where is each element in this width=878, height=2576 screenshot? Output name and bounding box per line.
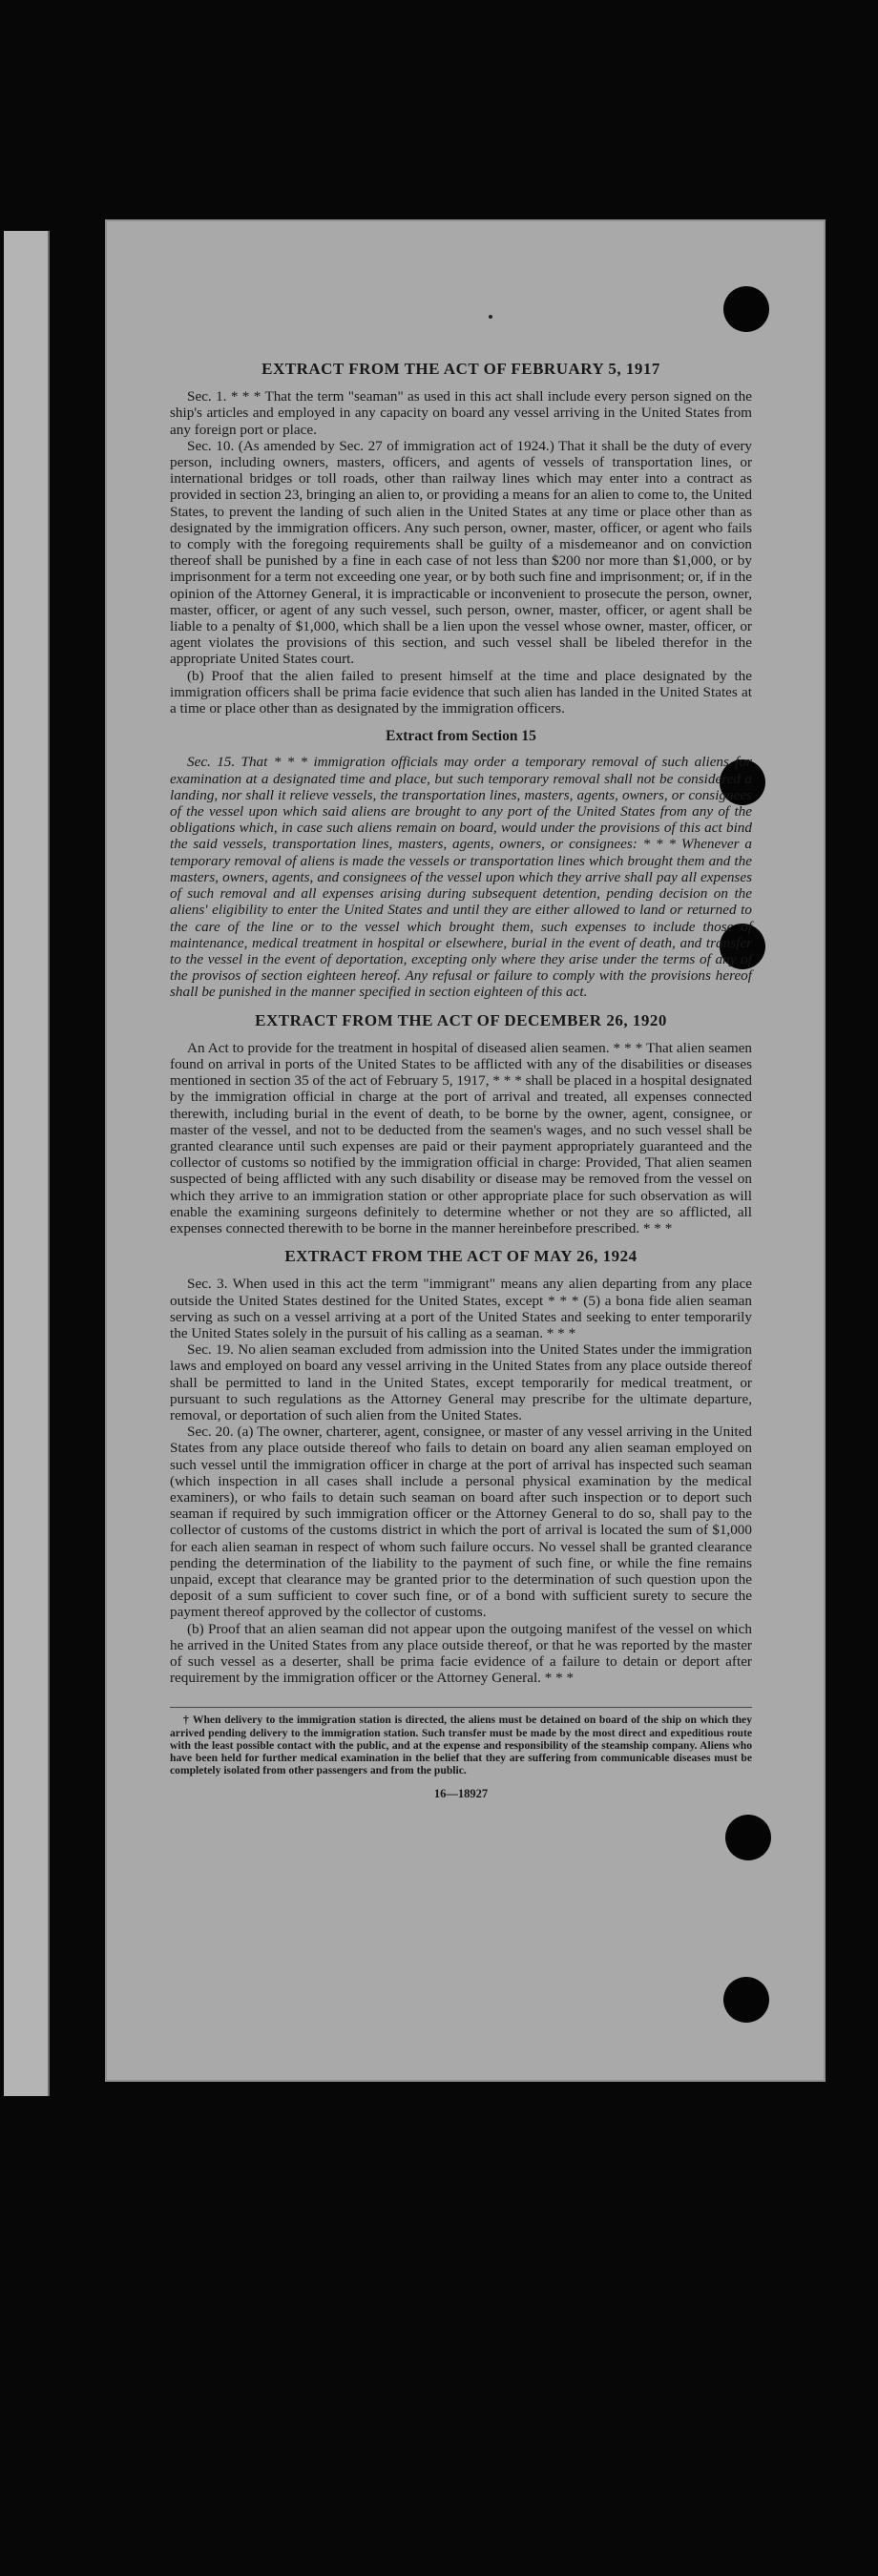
paragraph-sec-3: Sec. 3. When used in this act the term "immigrant" means any alien departing from any place outside the United States destined for the United States, except * * * (5) a bona fide alien seaman serving as such on a vessel arriving at a port of the United States and seeking to enter temporarily the United States solely in the pursuit of his calling as a seaman. * * * xyxy=(170,1276,752,1341)
paragraph-sec-10: Sec. 10. (As amended by Sec. 27 of immigration act of 1924.) That it shall be the duty of every person, including owners, masters, officers, and agents of vessels of transportation lines, or international bridges or toll roads, other than railway lines which may enter into a contract as provided in section 23, bringing an alien to, or providing a means for an alien to come to, the United States, to prevent the landing of such alien in the United States at any time or place other than as designated by the immigration officers. Any such person, owner, master, officer, or agent who fails to comply with the foregoing requirements shall be guilty of a misdemeanor and on conviction thereof shall be punished by a fine in each case of not less than $200 nor more than $1,000, or by imprisonment for a term not exceeding one year, or by both such fine and imprisonment; or, if in the opinion of the Attorney General, it is impracticable or inconvenient to prosecute the person, owner, master, officer, or agent of any such vessel, such person, owner, master, officer, or agent shall be liable to a penalty of $1,000, which shall be a lien upon the vessel whose owner, master, officer, or agent violates the provisions of this section, and such vessel shall be libeled therefor in the appropriate United States court. xyxy=(170,437,752,668)
document-page xyxy=(105,219,826,2082)
section-heading-1920: EXTRACT FROM THE ACT OF DECEMBER 26, 1920 xyxy=(255,1010,667,1029)
section-heading-1917: EXTRACT FROM THE ACT OF FEBRUARY 5, 1917 xyxy=(261,360,660,378)
paragraph-sec-15: Sec. 15. That * * * immigration officials may order a temporary removal of such aliens for examination at a designated time and place, but such temporary removal shall not be considered a landing, nor shall it relieve vessels, the transportation lines, masters, agents, owners, or consignees of the vessel upon which said aliens are brought to any port of the United States from any of the obligations which, in case such aliens remain on board, would under the provisions of this act bind the said vessels, transportation lines, masters, agents, owners, or consignees: * * * Whenever a temporary removal of aliens is made the vessels or transportation lines which brought them and the masters, owners, agents, and consignees of the vessel upon which they arrive shall pay all expenses of such removal and all expenses arising during subsequent detention, pending decision on the aliens' eligibility to enter the United States and until they are either allowed to land or returned to the care of the line or to the vessel which brought them, such expenses to include those of maintenance, medical treatment in hospital or elsewhere, burial in the event of death, and transfer to the vessel in the event of deportation, excepting only where they arise under the terms of any of the provisos of section eighteen hereof. Any refusal or failure to comply with the provisions hereof shall be punished in the manner specified in section eighteen of this act. xyxy=(170,754,752,1001)
section-heading-section-15: Extract from Section 15 xyxy=(386,728,536,745)
paragraph-sec-10-b: (b) Proof that the alien failed to present himself at the time and place designated by the immigration officers shall be prima facie evidence that such alien has landed in the United States at a time or place other than as designated by the immigration officers. xyxy=(170,667,752,717)
paragraph-sec-20-a: Sec. 20. (a) The owner, charterer, agent, consignee, or master of any vessel arriving in the United States from any place outside thereof who fails to detain on board any alien seaman employed on such vessel until the immigration officer in charge at the port of arrival has inspected such seaman (which inspection in all cases shall include a personal physical examination by the medical examiners), or who fails to detain such seaman on board after such inspection or to deport such seaman if required by such immigration officer or the Attorney General to do so, shall pay to the collector of customs of the customs district in which the port of arrival is located the sum of $1,000 for each alien seaman in respect of whom such failure occurs. No vessel shall be granted clearance pending the determination of the liability to the payment of such fine, or while the fine remains unpaid, except that clearance may be granted prior to the determination of such question upon the deposit of a sum sufficient to cover such fine, or of a bond with sufficient surety to secure the payment thereof approved by the collector of customs. xyxy=(170,1423,752,1621)
paragraph-sec-1: Sec. 1. * * * That the term "seaman" as used in this act shall include every person signed on the ship's articles and employed in any capacity on board any vessel arriving in the United States from any foreign port or place. xyxy=(170,388,752,438)
paper-speck xyxy=(489,315,492,319)
punch-hole-lower xyxy=(725,1815,771,1860)
paragraph-sec-20-b: (b) Proof that an alien seaman did not appear upon the outgoing manifest of the vessel on which he arrived in the United States from any place outside thereof, or that he was reported by the master of such vessel as a deserter, shall be prima facie evidence of a failure to detain or deport after requirement by the immigration officer or the Attorney General. * * * xyxy=(170,1620,752,1687)
document-text xyxy=(170,361,752,1803)
paragraph-act-1920: An Act to provide for the treatment in hospital of diseased alien seamen. * * * That alien seamen found on arrival in ports of the United States to be afflicted with any of the disabilities or diseases mentioned in section 35 of the act of February 5, 1917, * * * shall be placed in a hospital designated by the immigration official in charge at the port of arrival and treated, all expenses connected therewith, including burial in the event of death, to be borne by the owner, agent, consignee, or master of the vessel, and not to be deducted from the seamen's wages, and no such vessel shall be granted clearance until such expenses are paid or their payment appropriately guaranteed and the collector of customs so notified by the immigration official in charge: Provided, That alien seamen suspected of being afflicted with any such disability or disease may be removed from the vessel on which they arrive to an immigration station or other appropriate place for such observation as will enable the examining surgeons definitely to determine whether or not they are so afflicted, all expenses connected therewith to be borne in the manner hereinbefore prescribed. * * * xyxy=(170,1039,752,1236)
section-heading-1924: EXTRACT FROM THE ACT OF MAY 26, 1924 xyxy=(284,1247,638,1266)
punch-hole-bottom xyxy=(723,1977,769,2023)
paragraph-sec-19: Sec. 19. No alien seaman excluded from admission into the United States under the immigration laws and employed on board any vessel arriving in the United States from any place outside thereof shall be permitted to land in the United States, except temporarily for medical treatment, or pursuant to such regulations as the Attorney General may prescribe for the ultimate departure, removal, or deportation of such alien from the United States. xyxy=(170,1341,752,1423)
punch-hole-top xyxy=(723,286,769,332)
adjacent-page-edge xyxy=(4,231,50,2096)
document-number: 16—18927 xyxy=(433,1787,489,1801)
footnote: † When delivery to the immigration station is directed, the aliens must be detained on board of the ship on which they arrived pending delivery to the immigration station. Such transfer must be made by the most direct and expeditious route with the least possible contact with the public, and at the expense and responsibility of the steamship company. Aliens who have been held for further medical examination in the belief that they are suffering from communicable diseases must be completely isolated from other passengers and from the public. xyxy=(170,1707,752,1776)
